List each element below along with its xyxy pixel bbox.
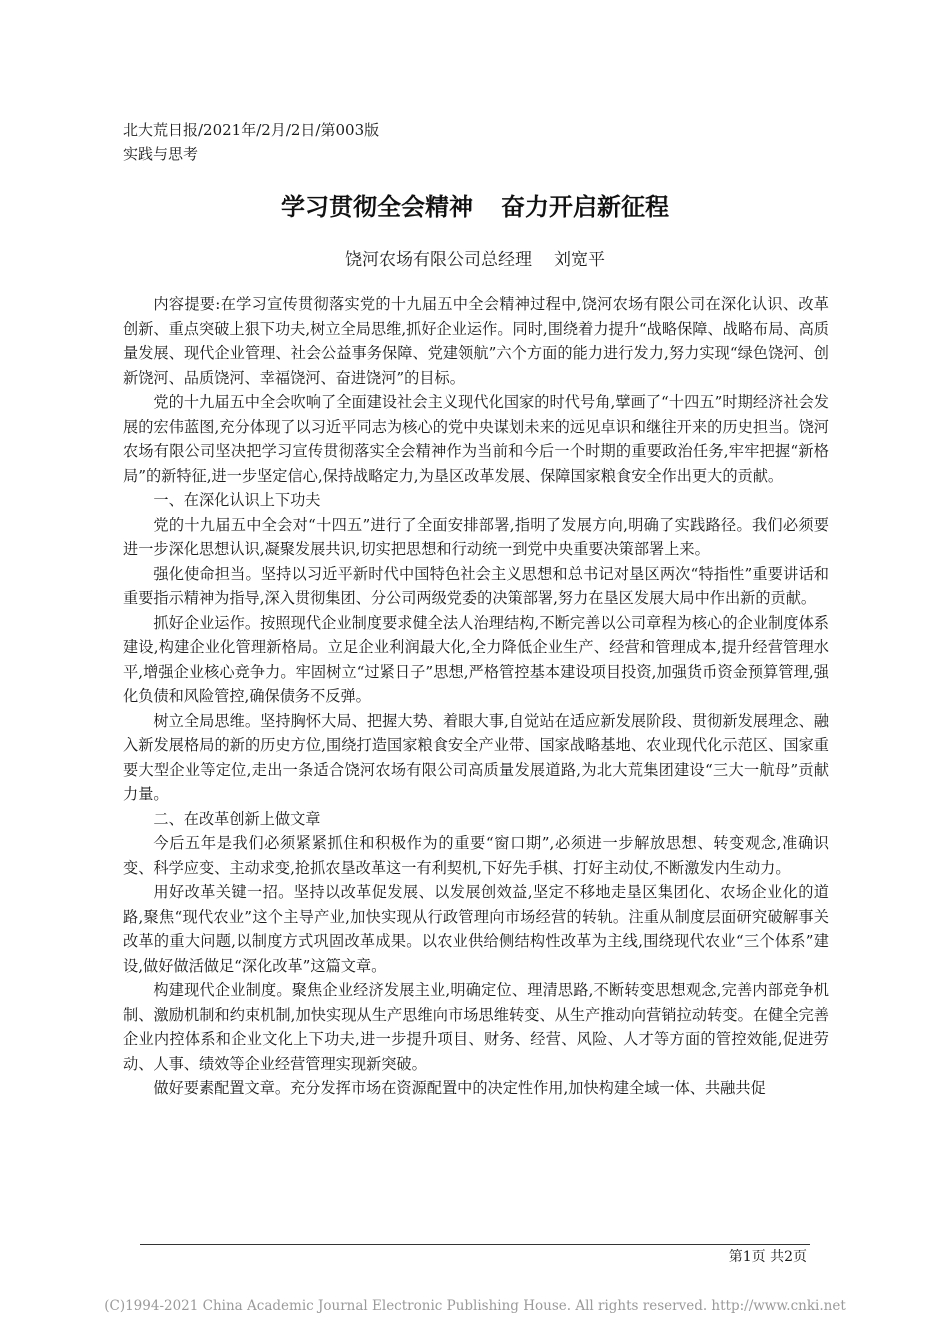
body-paragraph: 党的十九届五中全会对“十四五”进行了全面安排部署,指明了发展方向,明确了实践路径。我们必须要进一步深化思想认识,凝聚发展共识,切实把思想和行动统一到党中央重要决策部署上来。: [123, 515, 829, 558]
body-paragraph: 做好要素配置文章。充分发挥市场在资源配置中的决定性作用,加快构建全域一体、共融共促: [153, 1079, 766, 1097]
column-name: 实践与思考: [123, 145, 199, 163]
article-title: [0, 191, 950, 223]
body-paragraph: 用好改革关键一招。坚持以改革促发展、以发展创效益,坚定不移地走垦区集团化、农场企业化的道路,聚焦“现代农业”这个主导产业,加快实现从行政管理向市场经营的转轨。注重从制度层面研究破解事关改革的重大问题,以制度方式巩固改革成果。以农业供给侧结构性改革为主线,围绕现代农业“三个体系”建设,做好做活做足“深化改革”这篇文章。: [123, 883, 829, 975]
title-part-2: 奋力开启新征程: [501, 193, 669, 221]
source-line: 北大荒日报/2021年/2月/2日/第003版: [123, 121, 380, 139]
article-meta: [123, 118, 379, 166]
title-part-1: 学习贯彻全会精神: [281, 193, 473, 221]
body-paragraph: 抓好企业运作。按照现代企业制度要求健全法人治理结构,不断完善以公司章程为核心的企业制度体系建设,构建企业化管理新格局。立足企业利润最大化,全力降低企业生产、经营和管理成本,提升经营管理水平,增强企业核心竞争力。牢固树立“过紧日子”思想,严格管控基本建设项目投资,加强货币资金预算管理,强化负债和风险管控,确保债务不反弹。: [123, 613, 829, 705]
author-organization: 饶河农场有限公司总经理: [345, 250, 532, 270]
body-paragraph: 构建现代企业制度。聚焦企业经济发展主业,明确定位、理清思路,不断转变思想观念,完善内部竞争机制、激励机制和约束机制,加快实现从生产思维向市场思维转变、从生产推动向营销拉动转变。在健全完善企业内控体系和企业文化上下功夫,进一步提升项目、财务、经营、风险、人才等方面的管控效能,促进劳动、人事、绩效等企业经营管理实现新突破。: [123, 981, 829, 1073]
body-paragraph: 今后五年是我们必须紧紧抓住和积极作为的重要“窗口期”,必须进一步解放思想、转变观念,准确识变、科学应变、主动求变,抢抓农垦改革这一有利契机,下好先手棋、打好主动仗,不断激发内生动力。: [123, 834, 829, 877]
copyright-notice: (C)1994-2021 China Academic Journal Electronic Publishing House. All rights reserved. http://www.cnki.net: [104, 1298, 846, 1314]
body-paragraph: 党的十九届五中全会吹响了全面建设社会主义现代化国家的时代号角,擘画了“十四五”时期经济社会发展的宏伟蓝图,充分体现了以习近平同志为核心的党中央谋划未来的远见卓识和继往开来的历史担当。饶河农场有限公司坚决把学习宣传贯彻落实全会精神作为当前和今后一个时期的重要政治任务,牢牢把握“新格局”的新特征,进一步坚定信心,保持战略定力,为垦区改革发展、保障国家粮食安全作出更大的贡献。: [123, 393, 829, 485]
article-body: [123, 292, 829, 1101]
section-heading-1: 一、在深化认识上下功夫: [153, 491, 321, 509]
article-author: [0, 247, 950, 273]
footer-divider: [140, 1244, 810, 1245]
page-number: 第1页 共2页: [728, 1249, 807, 1265]
abstract-paragraph: 内容提要:在学习宣传贯彻落实党的十九届五中全会精神过程中,饶河农场有限公司在深化认识、改革创新、重点突破上狠下功夫,树立全局思维,抓好企业运作。同时,围绕着力提升“战略保障、战略布局、高质量发展、现代企业管理、社会公益事务保障、党建领航”六个方面的能力进行发力,努力实现“绿色饶河、创新饶河、品质饶河、幸福饶河、奋进饶河”的目标。: [123, 295, 829, 387]
body-paragraph: 树立全局思维。坚持胸怀大局、把握大势、着眼大事,自觉站在适应新发展阶段、贯彻新发展理念、融入新发展格局的新的历史方位,围绕打造国家粮食安全产业带、国家战略基地、农业现代化示范区、国家重要大型企业等定位,走出一条适合饶河农场有限公司高质量发展道路,为北大荒集团建设“三大一航母”贡献力量。: [123, 711, 829, 803]
author-name: 刘宽平: [554, 250, 605, 270]
body-paragraph: 强化使命担当。坚持以习近平新时代中国特色社会主义思想和总书记对垦区两次“特指性”重要讲话和重要指示精神为指导,深入贯彻集团、分公司两级党委的决策部署,努力在垦区发展大局中作出新的贡献。: [123, 564, 829, 607]
section-heading-2: 二、在改革创新上做文章: [153, 809, 321, 828]
